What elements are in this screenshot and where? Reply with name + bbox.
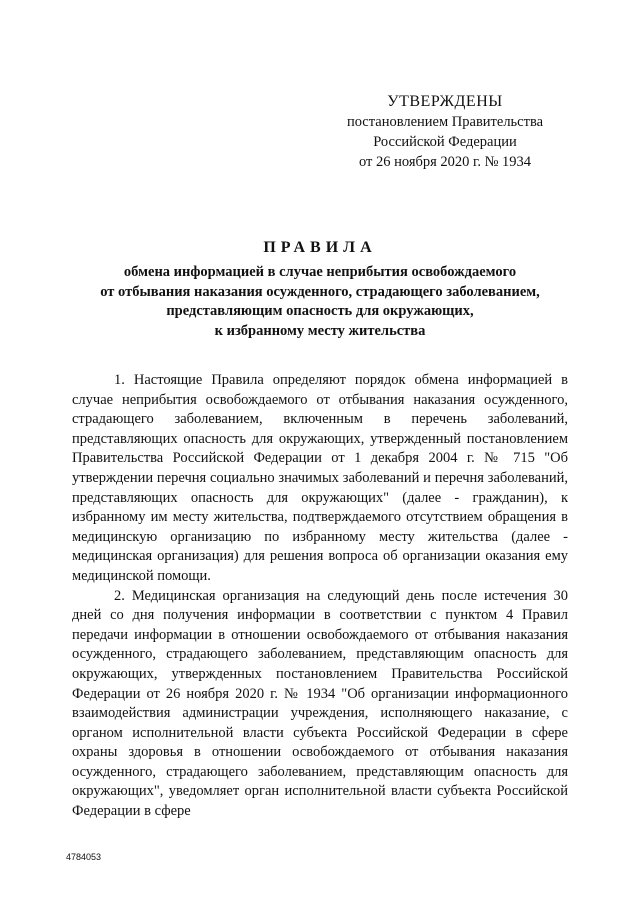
approval-heading: УТВЕРЖДЕНЫ bbox=[387, 93, 503, 110]
subtitle-line: представляющим опасность для окружающих, bbox=[166, 303, 474, 319]
approval-date-line: от 26 ноября 2020 г. № 1934 bbox=[358, 154, 532, 170]
paragraph-2: 2. Медицинская организация на следующий день после истечения 30 дней со дня получения информации в соответствии с пунктом 4 Правил передачи информации в отношении освобождаемого от отбывания наказания осужденного, страдающего заболеванием, представляющим опасность для окружающих, утвержденных постановлением Правительства Российской Федерации от 26 ноября 2020 г. № 1934 "Об организации информационного взаимодействия администрации учреждения, исполняющего наказание, с органом исполнительной власти субъекта Российской Федерации в сфере охраны здоровья в отношении освобождаемого от отбывания наказания осужденного, страдающего заболеванием, представляющим опасность для окружающих", уведомляет орган исполнительной власти субъекта Российской Федерации в сфере bbox=[72, 587, 568, 820]
subtitle-line: от отбывания наказания осужденного, страдающего заболеванием, bbox=[100, 283, 540, 300]
document-title: ПРАВИЛА bbox=[263, 239, 377, 256]
approval-block bbox=[320, 92, 570, 172]
paragraph-1: 1. Настоящие Правила определяют порядок обмена информацией в случае неприбытия освобождаемого от отбывания наказания осужденного, страдающего заболеванием, включенным в перечень заболеваний, представляющих опасность для окружающих, утвержденный постановлением Правительства Российской Федерации от 1 декабря 2004 г. № 715 "Об утверждении перечня социально значимых заболеваний и перечня заболеваний, представляющих опасность для окружающих" (далее - гражданин), к избранному им месту жительства, подтверждаемого отсутствием обращения в медицинскую организацию по избранному месту жительства (далее - медицинская организация) для решения вопроса об организации оказания ему медицинской помощи. bbox=[72, 372, 568, 584]
subtitle-line: обмена информацией в случае неприбытия освобождаемого bbox=[123, 264, 517, 280]
approval-line: постановлением Правительства bbox=[346, 114, 544, 130]
approval-line: Российской Федерации bbox=[373, 134, 517, 150]
document-body bbox=[72, 371, 568, 822]
subtitle-line: к избранному месту жительства bbox=[214, 322, 426, 339]
document-subtitle bbox=[60, 263, 580, 341]
document-code: 4784053 bbox=[66, 852, 102, 862]
